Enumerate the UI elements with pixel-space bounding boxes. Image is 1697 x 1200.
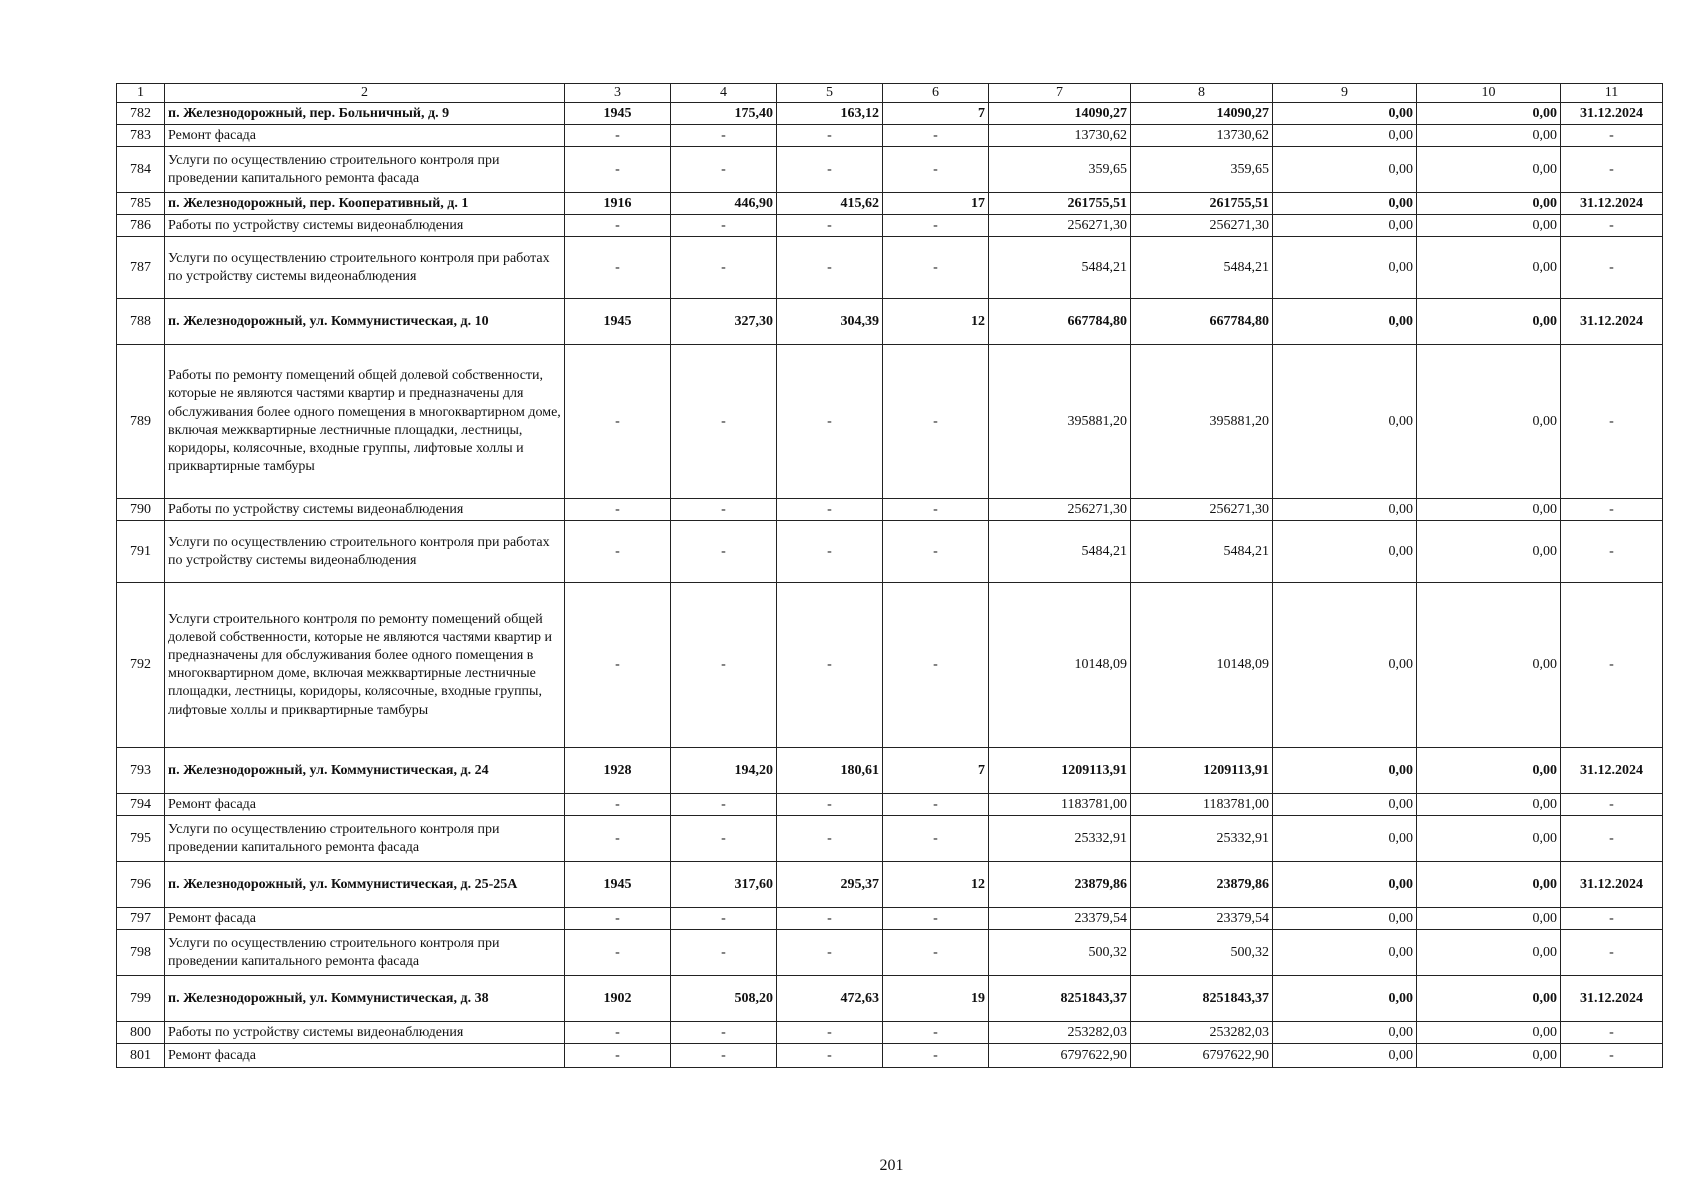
residents-cell: -	[883, 1044, 989, 1068]
area-total-cell: -	[671, 215, 777, 237]
table-row-work	[117, 345, 1663, 499]
area-living-cell: 180,61	[777, 748, 883, 794]
area-living-cell: -	[777, 930, 883, 976]
cost-fund-cell: 5484,21	[1131, 237, 1273, 299]
area-living-cell: -	[777, 1022, 883, 1044]
deadline-cell: -	[1561, 794, 1663, 816]
area-total-cell: -	[671, 147, 777, 193]
cost-fund-cell: 6797622,90	[1131, 1044, 1273, 1068]
deadline-cell: 31.12.2024	[1561, 299, 1663, 345]
residents-cell: -	[883, 1022, 989, 1044]
row-number: 787	[117, 237, 165, 299]
row-number: 788	[117, 299, 165, 345]
residents-cell: -	[883, 816, 989, 862]
cost-fund-cell: 23879,86	[1131, 862, 1273, 908]
area-total-cell: -	[671, 237, 777, 299]
row-name: Услуги по осуществлению строительного контроля при проведении капитального ремонта фасада	[165, 930, 565, 976]
cost-other-cell: 0,00	[1417, 1022, 1561, 1044]
cost-fund-cell: 256271,30	[1131, 215, 1273, 237]
row-number: 792	[117, 583, 165, 748]
cost-other-cell: 0,00	[1417, 583, 1561, 748]
area-living-cell: 163,12	[777, 103, 883, 125]
deadline-cell: -	[1561, 237, 1663, 299]
row-number: 796	[117, 862, 165, 908]
cost-total-cell: 10148,09	[989, 583, 1131, 748]
area-total-cell: -	[671, 499, 777, 521]
cost-budget-cell: 0,00	[1273, 794, 1417, 816]
cost-total-cell: 1209113,91	[989, 748, 1131, 794]
row-number: 801	[117, 1044, 165, 1068]
column-number: 7	[989, 84, 1131, 103]
residents-cell: 19	[883, 976, 989, 1022]
cost-budget-cell: 0,00	[1273, 193, 1417, 215]
column-number-row	[117, 84, 1663, 103]
row-number: 795	[117, 816, 165, 862]
area-living-cell: -	[777, 125, 883, 147]
deadline-cell: -	[1561, 345, 1663, 499]
cost-total-cell: 500,32	[989, 930, 1131, 976]
area-total-cell: -	[671, 1022, 777, 1044]
cost-budget-cell: 0,00	[1273, 499, 1417, 521]
column-number: 1	[117, 84, 165, 103]
area-total-cell: -	[671, 125, 777, 147]
row-name: п. Железнодорожный, ул. Коммунистическая, д. 10	[165, 299, 565, 345]
row-name: Ремонт фасада	[165, 1044, 565, 1068]
cost-fund-cell: 256271,30	[1131, 499, 1273, 521]
table-row-work	[117, 816, 1663, 862]
cost-total-cell: 395881,20	[989, 345, 1131, 499]
area-total-cell: 446,90	[671, 193, 777, 215]
deadline-cell: -	[1561, 147, 1663, 193]
area-living-cell: -	[777, 583, 883, 748]
area-total-cell: 508,20	[671, 976, 777, 1022]
deadline-cell: -	[1561, 521, 1663, 583]
row-name: Услуги строительного контроля по ремонту помещений общей долевой собственности, которые не являются частями квартир и предназначены для обслуживания более одного помещения в многоквартирном доме, включая межквартирные лестничные площадки, лестницы, коридоры, колясочные, входные группы, лифтовые холлы и приквартирные тамбуры	[165, 583, 565, 748]
area-living-cell: 472,63	[777, 976, 883, 1022]
row-number: 799	[117, 976, 165, 1022]
cost-other-cell: 0,00	[1417, 193, 1561, 215]
year-cell: -	[565, 345, 671, 499]
cost-budget-cell: 0,00	[1273, 215, 1417, 237]
table-row-work	[117, 908, 1663, 930]
cost-other-cell: 0,00	[1417, 1044, 1561, 1068]
cost-fund-cell: 14090,27	[1131, 103, 1273, 125]
column-number: 8	[1131, 84, 1273, 103]
row-number: 791	[117, 521, 165, 583]
cost-fund-cell: 1183781,00	[1131, 794, 1273, 816]
year-cell: -	[565, 237, 671, 299]
table-row-address	[117, 976, 1663, 1022]
residents-cell: -	[883, 237, 989, 299]
cost-total-cell: 253282,03	[989, 1022, 1131, 1044]
cost-total-cell: 23879,86	[989, 862, 1131, 908]
area-total-cell: 317,60	[671, 862, 777, 908]
cost-total-cell: 8251843,37	[989, 976, 1131, 1022]
cost-other-cell: 0,00	[1417, 237, 1561, 299]
year-cell: 1902	[565, 976, 671, 1022]
deadline-cell: 31.12.2024	[1561, 103, 1663, 125]
cost-other-cell: 0,00	[1417, 794, 1561, 816]
row-name: Услуги по осуществлению строительного контроля при проведении капитального ремонта фасада	[165, 147, 565, 193]
year-cell: 1928	[565, 748, 671, 794]
deadline-cell: -	[1561, 908, 1663, 930]
cost-total-cell: 256271,30	[989, 215, 1131, 237]
area-living-cell: -	[777, 1044, 883, 1068]
area-living-cell: -	[777, 345, 883, 499]
cost-fund-cell: 253282,03	[1131, 1022, 1273, 1044]
deadline-cell: -	[1561, 125, 1663, 147]
residents-cell: -	[883, 499, 989, 521]
area-total-cell: 175,40	[671, 103, 777, 125]
deadline-cell: -	[1561, 816, 1663, 862]
row-number: 793	[117, 748, 165, 794]
row-name: Услуги по осуществлению строительного контроля при проведении капитального ремонта фасада	[165, 816, 565, 862]
row-name: Услуги по осуществлению строительного контроля при работах по устройству системы видеонаблюдения	[165, 521, 565, 583]
year-cell: -	[565, 583, 671, 748]
cost-other-cell: 0,00	[1417, 345, 1561, 499]
year-cell: -	[565, 908, 671, 930]
cost-other-cell: 0,00	[1417, 862, 1561, 908]
cost-fund-cell: 13730,62	[1131, 125, 1273, 147]
cost-total-cell: 667784,80	[989, 299, 1131, 345]
year-cell: -	[565, 930, 671, 976]
deadline-cell: 31.12.2024	[1561, 193, 1663, 215]
column-number: 9	[1273, 84, 1417, 103]
cost-budget-cell: 0,00	[1273, 908, 1417, 930]
area-total-cell: -	[671, 521, 777, 583]
deadline-cell: -	[1561, 215, 1663, 237]
area-living-cell: -	[777, 794, 883, 816]
year-cell: 1945	[565, 299, 671, 345]
column-number: 6	[883, 84, 989, 103]
cost-budget-cell: 0,00	[1273, 125, 1417, 147]
cost-budget-cell: 0,00	[1273, 345, 1417, 499]
cost-fund-cell: 500,32	[1131, 930, 1273, 976]
residents-cell: -	[883, 147, 989, 193]
deadline-cell: -	[1561, 583, 1663, 748]
table-row-address	[117, 748, 1663, 794]
year-cell: -	[565, 125, 671, 147]
residents-cell: -	[883, 908, 989, 930]
register-table	[116, 83, 1663, 1068]
residents-cell: 17	[883, 193, 989, 215]
column-number: 4	[671, 84, 777, 103]
area-living-cell: -	[777, 499, 883, 521]
deadline-cell: 31.12.2024	[1561, 862, 1663, 908]
cost-budget-cell: 0,00	[1273, 583, 1417, 748]
residents-cell: 7	[883, 103, 989, 125]
cost-budget-cell: 0,00	[1273, 930, 1417, 976]
table-row-address	[117, 103, 1663, 125]
row-name: п. Железнодорожный, пер. Больничный, д. 9	[165, 103, 565, 125]
year-cell: -	[565, 1022, 671, 1044]
column-number: 10	[1417, 84, 1561, 103]
cost-budget-cell: 0,00	[1273, 521, 1417, 583]
row-name: Работы по устройству системы видеонаблюдения	[165, 1022, 565, 1044]
cost-total-cell: 261755,51	[989, 193, 1131, 215]
area-total-cell: 327,30	[671, 299, 777, 345]
cost-fund-cell: 5484,21	[1131, 521, 1273, 583]
deadline-cell: -	[1561, 1044, 1663, 1068]
cost-other-cell: 0,00	[1417, 147, 1561, 193]
cost-other-cell: 0,00	[1417, 299, 1561, 345]
row-name: п. Железнодорожный, пер. Кооперативный, д. 1	[165, 193, 565, 215]
cost-fund-cell: 261755,51	[1131, 193, 1273, 215]
cost-fund-cell: 359,65	[1131, 147, 1273, 193]
cost-other-cell: 0,00	[1417, 976, 1561, 1022]
table-row-work	[117, 521, 1663, 583]
deadline-cell: 31.12.2024	[1561, 748, 1663, 794]
cost-other-cell: 0,00	[1417, 908, 1561, 930]
cost-fund-cell: 395881,20	[1131, 345, 1273, 499]
cost-budget-cell: 0,00	[1273, 1022, 1417, 1044]
cost-budget-cell: 0,00	[1273, 816, 1417, 862]
year-cell: -	[565, 147, 671, 193]
row-number: 800	[117, 1022, 165, 1044]
area-total-cell: -	[671, 908, 777, 930]
cost-total-cell: 14090,27	[989, 103, 1131, 125]
table-row-work	[117, 1044, 1663, 1068]
residents-cell: -	[883, 125, 989, 147]
area-living-cell: 304,39	[777, 299, 883, 345]
row-number: 784	[117, 147, 165, 193]
residents-cell: -	[883, 345, 989, 499]
cost-fund-cell: 8251843,37	[1131, 976, 1273, 1022]
row-number: 783	[117, 125, 165, 147]
cost-fund-cell: 1209113,91	[1131, 748, 1273, 794]
cost-fund-cell: 23379,54	[1131, 908, 1273, 930]
table-row-work	[117, 125, 1663, 147]
residents-cell: -	[883, 521, 989, 583]
table-row-work	[117, 794, 1663, 816]
cost-total-cell: 5484,21	[989, 237, 1131, 299]
year-cell: 1916	[565, 193, 671, 215]
area-living-cell: -	[777, 521, 883, 583]
cost-budget-cell: 0,00	[1273, 1044, 1417, 1068]
row-number: 798	[117, 930, 165, 976]
cost-budget-cell: 0,00	[1273, 748, 1417, 794]
area-living-cell: 295,37	[777, 862, 883, 908]
residents-cell: 12	[883, 299, 989, 345]
deadline-cell: -	[1561, 1022, 1663, 1044]
year-cell: -	[565, 521, 671, 583]
table-row-work	[117, 237, 1663, 299]
year-cell: -	[565, 816, 671, 862]
year-cell: -	[565, 215, 671, 237]
row-number: 790	[117, 499, 165, 521]
cost-total-cell: 1183781,00	[989, 794, 1131, 816]
area-total-cell: 194,20	[671, 748, 777, 794]
area-total-cell: -	[671, 794, 777, 816]
row-number: 786	[117, 215, 165, 237]
area-living-cell: -	[777, 908, 883, 930]
residents-cell: -	[883, 583, 989, 748]
table-row-work	[117, 583, 1663, 748]
table-row-work	[117, 499, 1663, 521]
page-number: 201	[879, 1157, 904, 1174]
row-name: Ремонт фасада	[165, 125, 565, 147]
cost-total-cell: 6797622,90	[989, 1044, 1131, 1068]
row-name: Работы по устройству системы видеонаблюдения	[165, 215, 565, 237]
area-total-cell: -	[671, 583, 777, 748]
cost-other-cell: 0,00	[1417, 930, 1561, 976]
cost-total-cell: 23379,54	[989, 908, 1131, 930]
cost-other-cell: 0,00	[1417, 125, 1561, 147]
row-number: 797	[117, 908, 165, 930]
cost-other-cell: 0,00	[1417, 748, 1561, 794]
year-cell: 1945	[565, 103, 671, 125]
cost-total-cell: 13730,62	[989, 125, 1131, 147]
row-name: Ремонт фасада	[165, 908, 565, 930]
row-number: 782	[117, 103, 165, 125]
cost-budget-cell: 0,00	[1273, 103, 1417, 125]
column-number: 11	[1561, 84, 1663, 103]
cost-total-cell: 25332,91	[989, 816, 1131, 862]
table-row-address	[117, 862, 1663, 908]
table-row-work	[117, 215, 1663, 237]
cost-fund-cell: 667784,80	[1131, 299, 1273, 345]
cost-other-cell: 0,00	[1417, 103, 1561, 125]
table-row-work	[117, 1022, 1663, 1044]
deadline-cell: -	[1561, 499, 1663, 521]
year-cell: -	[565, 499, 671, 521]
row-name: п. Железнодорожный, ул. Коммунистическая, д. 24	[165, 748, 565, 794]
table-row-work	[117, 930, 1663, 976]
cost-budget-cell: 0,00	[1273, 976, 1417, 1022]
residents-cell: -	[883, 215, 989, 237]
row-name: Работы по устройству системы видеонаблюдения	[165, 499, 565, 521]
residents-cell: -	[883, 930, 989, 976]
table-row-address	[117, 299, 1663, 345]
cost-other-cell: 0,00	[1417, 816, 1561, 862]
row-number: 785	[117, 193, 165, 215]
area-total-cell: -	[671, 930, 777, 976]
year-cell: -	[565, 794, 671, 816]
row-name: Услуги по осуществлению строительного контроля при работах по устройству системы видеонаблюдения	[165, 237, 565, 299]
cost-budget-cell: 0,00	[1273, 147, 1417, 193]
area-living-cell: -	[777, 215, 883, 237]
cost-total-cell: 359,65	[989, 147, 1131, 193]
cost-budget-cell: 0,00	[1273, 237, 1417, 299]
cost-budget-cell: 0,00	[1273, 299, 1417, 345]
cost-total-cell: 5484,21	[989, 521, 1131, 583]
cost-fund-cell: 25332,91	[1131, 816, 1273, 862]
area-total-cell: -	[671, 816, 777, 862]
residents-cell: -	[883, 794, 989, 816]
column-number: 5	[777, 84, 883, 103]
column-number: 3	[565, 84, 671, 103]
cost-other-cell: 0,00	[1417, 499, 1561, 521]
table-row-work	[117, 147, 1663, 193]
residents-cell: 7	[883, 748, 989, 794]
table-body	[117, 84, 1663, 1068]
cost-other-cell: 0,00	[1417, 215, 1561, 237]
cost-budget-cell: 0,00	[1273, 862, 1417, 908]
cost-fund-cell: 10148,09	[1131, 583, 1273, 748]
residents-cell: 12	[883, 862, 989, 908]
year-cell: 1945	[565, 862, 671, 908]
row-name: Ремонт фасада	[165, 794, 565, 816]
table-row-address	[117, 193, 1663, 215]
area-living-cell: -	[777, 237, 883, 299]
deadline-cell: 31.12.2024	[1561, 976, 1663, 1022]
year-cell: -	[565, 1044, 671, 1068]
cost-other-cell: 0,00	[1417, 521, 1561, 583]
column-number: 2	[165, 84, 565, 103]
row-number: 789	[117, 345, 165, 499]
row-number: 794	[117, 794, 165, 816]
area-total-cell: -	[671, 345, 777, 499]
row-name: Работы по ремонту помещений общей долевой собственности, которые не являются частями квартир и предназначены для обслуживания более одного помещения в многоквартирном доме, включая межквартирные лестничные площадки, лестницы, коридоры, колясочные, входные группы, лифтовые холлы и приквартирные тамбуры	[165, 345, 565, 499]
cost-total-cell: 256271,30	[989, 499, 1131, 521]
area-living-cell: -	[777, 816, 883, 862]
area-total-cell: -	[671, 1044, 777, 1068]
area-living-cell: -	[777, 147, 883, 193]
row-name: п. Железнодорожный, ул. Коммунистическая, д. 25-25А	[165, 862, 565, 908]
deadline-cell: -	[1561, 930, 1663, 976]
area-living-cell: 415,62	[777, 193, 883, 215]
row-name: п. Железнодорожный, ул. Коммунистическая, д. 38	[165, 976, 565, 1022]
